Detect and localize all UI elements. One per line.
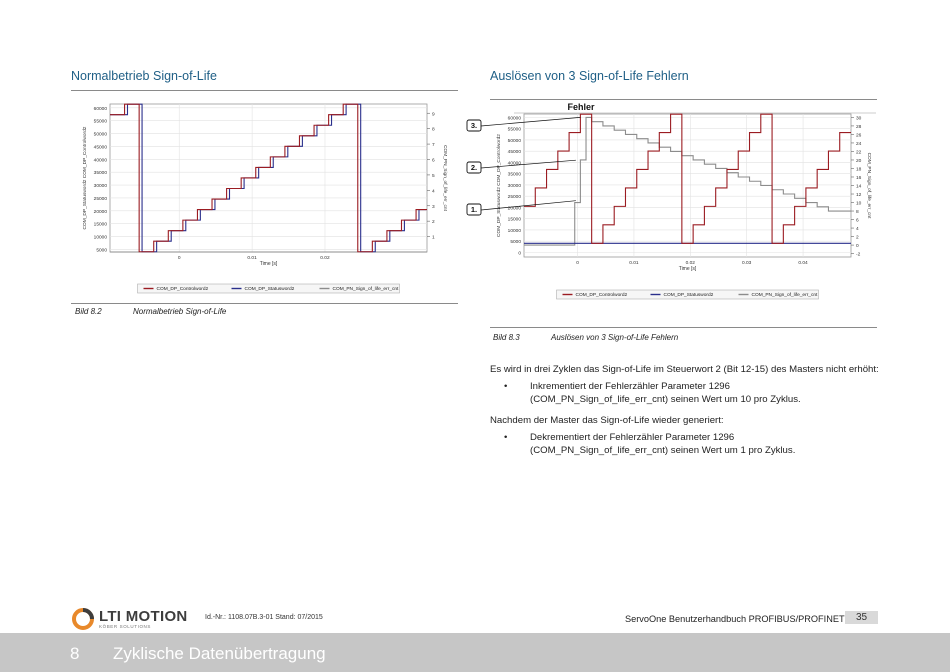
- plot-area: [524, 114, 851, 257]
- y2-tick-label: 18: [856, 167, 862, 173]
- y2-tick-label: 2: [856, 235, 859, 241]
- x-tick-label: 0.04: [798, 261, 808, 266]
- manual-title: ServoOne Benutzerhandbuch PROFIBUS/PROFINET: [625, 614, 845, 624]
- y-tick-label: 5000: [96, 248, 107, 254]
- figure-caption-right: Auslösen von 3 Sign-of-Life Fehlern: [551, 333, 679, 342]
- y-tick-label: 50000: [93, 132, 107, 138]
- y2-tick-label: 6: [432, 158, 435, 164]
- logo-mark-icon: [72, 608, 94, 630]
- y-axis-label: COM_DP_Statusword2 COM_DP_Controlword2: [83, 126, 88, 230]
- y-tick-label: 10000: [507, 228, 521, 234]
- y2-axis-label: COM_PN_Sign_of_life_err_cnt: [442, 145, 447, 211]
- bullet-line: Dekrementiert der Fehlerzähler Parameter 1296: [530, 432, 735, 443]
- chart-sign-of-life-errors: [466, 100, 876, 305]
- bullet-line: (COM_PN_Sign_of_life_err_cnt) seinen Wert um 10 pro Zyklus.: [530, 394, 801, 405]
- x-axis-label: Time [s]: [678, 266, 697, 272]
- y-tick-label: 30000: [93, 184, 107, 190]
- bullet-dot: •: [504, 432, 508, 443]
- logo-text: LTI MOTION: [99, 607, 188, 625]
- chapter-band: [0, 633, 950, 672]
- document-id: Id.-Nr.: 1108.07B.3-01 Stand: 07/2015: [205, 614, 323, 621]
- legend-entry: COM_DP_Controlword2: [156, 287, 209, 292]
- figure-number-right: Bild 8.3: [493, 333, 520, 342]
- y-tick-label: 15000: [507, 217, 521, 223]
- x-tick-label: 0.03: [742, 261, 752, 266]
- y2-tick-label: 5: [432, 173, 435, 179]
- figure-caption-left: Normalbetrieb Sign-of-Life: [133, 307, 227, 316]
- y-tick-label: 5000: [510, 240, 521, 246]
- y2-tick-label: 10: [856, 201, 862, 207]
- annotation-fehler: Fehler: [567, 102, 595, 112]
- divider: [490, 327, 877, 328]
- bullet-dot: •: [504, 381, 508, 392]
- y-tick-label: 30000: [507, 183, 521, 189]
- y2-tick-label: 30: [856, 116, 862, 122]
- y2-tick-label: 24: [856, 141, 862, 147]
- y2-tick-label: 6: [856, 218, 859, 224]
- y2-tick-label: 2: [432, 220, 435, 226]
- plot-area: [110, 104, 427, 252]
- legend-entry: COM_DP_Statusword2: [244, 287, 295, 292]
- y-tick-label: 25000: [507, 195, 521, 201]
- y2-tick-label: 8: [856, 210, 859, 216]
- logo-subtext: KÖBER SOLUTIONS: [99, 623, 152, 629]
- y2-tick-label: 12: [856, 193, 862, 199]
- x-tick-label: 0.01: [629, 261, 639, 266]
- y2-tick-label: 9: [432, 112, 435, 118]
- x-tick-label: 0.02: [685, 261, 695, 266]
- y2-tick-label: -2: [856, 252, 861, 258]
- chart-normal-operation: [75, 100, 455, 300]
- y2-tick-label: 3: [432, 204, 435, 210]
- x-tick-label: 0.02: [320, 256, 330, 261]
- figure-number-left: Bild 8.2: [75, 307, 102, 316]
- y2-tick-label: 28: [856, 124, 862, 130]
- body-text: [490, 363, 880, 457]
- y2-tick-label: 22: [856, 150, 862, 156]
- y-tick-label: 25000: [93, 196, 107, 202]
- annotation-label: 3.: [470, 121, 478, 130]
- x-tick-label: 0: [576, 261, 579, 266]
- y-tick-label: 60000: [93, 106, 107, 112]
- annotation-label: 1.: [470, 205, 478, 214]
- y-tick-label: 35000: [507, 172, 521, 178]
- y-tick-label: 45000: [93, 145, 107, 151]
- divider: [71, 90, 458, 91]
- annotation-label: 2.: [470, 163, 478, 172]
- chapter-number: 8: [70, 644, 80, 663]
- y-tick-label: 0: [518, 251, 521, 257]
- y-tick-label: 55000: [93, 119, 107, 125]
- y-tick-label: 20000: [93, 209, 107, 215]
- y-tick-label: 50000: [507, 138, 521, 144]
- x-tick-label: 0: [177, 256, 181, 261]
- y2-tick-label: 20: [856, 158, 862, 164]
- bullet-line: (COM_PN_Sign_of_life_err_cnt) seinen Wert um 1 pro Zyklus.: [530, 445, 796, 456]
- x-tick-label: 0.01: [247, 256, 257, 261]
- company-logo: [72, 608, 188, 630]
- paragraph: Es wird in drei Zyklen das Sign-of-Life im Steuerwort 2 (Bit 12-15) des Masters nicht erhöht:: [490, 364, 879, 375]
- y-tick-label: 10000: [93, 235, 107, 241]
- y2-tick-label: 0: [856, 244, 859, 250]
- y-tick-label: 60000: [507, 116, 521, 122]
- page-number: 35: [845, 611, 878, 624]
- paragraph: Nachdem der Master das Sign-of-Life wieder generiert:: [490, 415, 724, 426]
- x-axis-label: Time [s]: [259, 261, 278, 267]
- y2-axis-label: COM_PN_Sign_of_life_err_cnt: [866, 152, 871, 219]
- y-tick-label: 40000: [507, 161, 521, 167]
- y2-tick-label: 1: [432, 235, 435, 241]
- y-tick-label: 40000: [93, 158, 107, 164]
- y2-tick-label: 26: [856, 133, 862, 139]
- divider: [71, 303, 458, 304]
- y2-tick-label: 4: [856, 227, 859, 233]
- legend-entry: COM_PN_Sign_of_life_err_cnt: [751, 293, 818, 298]
- legend-entry: COM_DP_Statusword2: [663, 293, 714, 298]
- y-tick-label: 15000: [93, 222, 107, 228]
- section-title-right: Auslösen von 3 Sign-of-Life Fehlern: [490, 69, 689, 83]
- legend-entry: COM_PN_Sign_of_life_err_cnt: [332, 287, 399, 292]
- bullet-line: Inkrementiert der Fehlerzähler Parameter 1296: [530, 381, 730, 392]
- bullet-item: [490, 380, 880, 406]
- y2-tick-label: 8: [432, 127, 435, 133]
- section-title-left: Normalbetrieb Sign-of-Life: [71, 69, 217, 83]
- legend-entry: COM_DP_Controlword2: [575, 293, 628, 298]
- y-tick-label: 55000: [507, 127, 521, 133]
- y-tick-label: 20000: [507, 206, 521, 212]
- bullet-item: [490, 431, 880, 457]
- y-tick-label: 45000: [507, 150, 521, 156]
- y2-tick-label: 14: [856, 184, 862, 190]
- y2-tick-label: 16: [856, 175, 862, 181]
- y2-tick-label: 7: [432, 143, 435, 149]
- y2-tick-label: 4: [432, 189, 435, 195]
- y-axis-label: COM_DP_Statusword2 COM_DP_Controlword2: [497, 134, 502, 237]
- y-tick-label: 35000: [93, 171, 107, 177]
- chapter-title: Zyklische Datenübertragung: [113, 644, 326, 663]
